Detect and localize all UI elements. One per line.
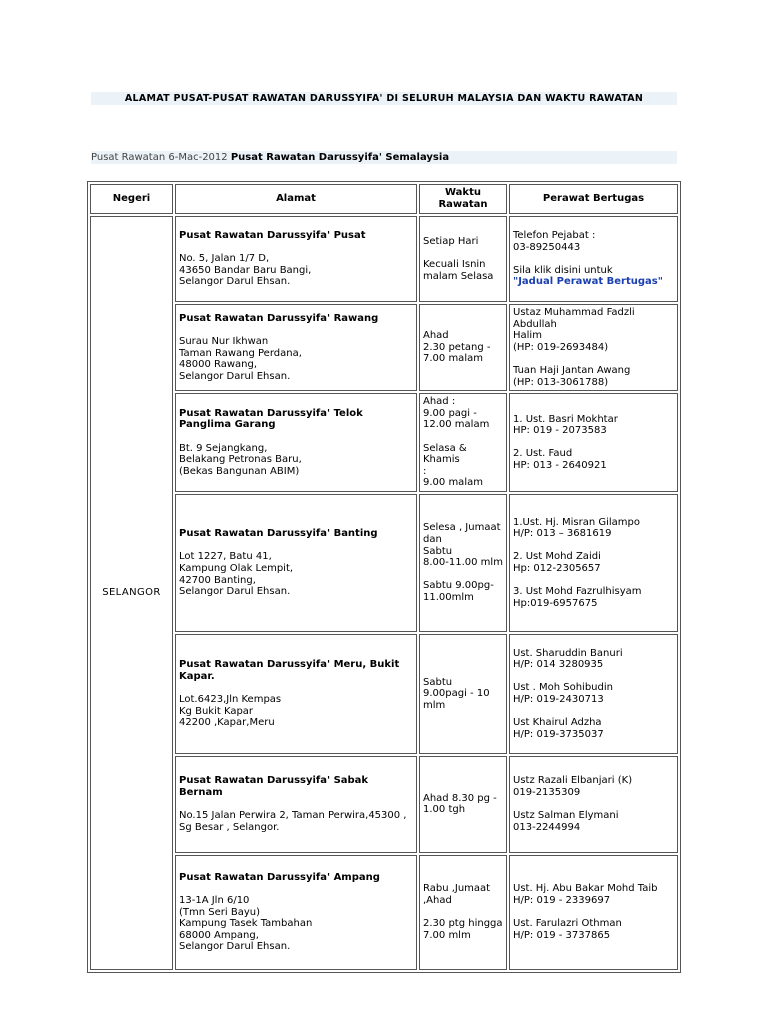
spacer [179, 324, 413, 336]
address-line: Taman Rawang Perdana, [179, 347, 302, 359]
spacer [423, 907, 503, 919]
header-waktu-line1: Waktu [445, 187, 481, 199]
table-row [90, 393, 678, 492]
perawat-line: 1. Ust. Basri Mokhtar [513, 413, 618, 425]
perawat-line: Ust. Sharuddin Banuri [513, 647, 623, 659]
spacer [513, 575, 674, 587]
address-cell [175, 304, 417, 391]
waktu-cell [419, 634, 507, 754]
spacer [513, 437, 674, 449]
center-name: Kapar. [179, 670, 215, 682]
header-waktu-line2: Rawatan [438, 199, 488, 210]
address-line: Selangor Darul Ehsan. [179, 941, 291, 953]
perawat-line: Telefon Pejabat : [513, 230, 596, 242]
waktu-line: Rabu ,Jumaat [423, 883, 491, 895]
perawat-line: (HP: 019-2693484) [513, 341, 609, 353]
perawat-cell [509, 393, 678, 492]
center-name: Pusat Rawatan Darussyifa' Banting [179, 528, 378, 540]
address-line: No. 5, Jalan 1/7 D, [179, 253, 270, 265]
perawat-line: H/P: 014 3280935 [513, 659, 604, 671]
perawat-line: Ustaz Muhammad Fadzli Abdullah [513, 307, 635, 330]
table-row [90, 634, 678, 754]
address-cell [175, 855, 417, 970]
subtitle-strong: Pusat Rawatan Darussyifa' Semalaysia [230, 152, 450, 163]
header-perawat: Perawat Bertugas [509, 184, 678, 214]
waktu-cell [419, 216, 507, 302]
perawat-line: 019-2135309 [513, 787, 581, 799]
center-name: Pusat Rawatan Darussyifa' Telok [179, 407, 363, 419]
jadual-perawat-link[interactable]: "Jadual Perawat Bertugas" [513, 276, 663, 288]
spacer [179, 242, 413, 254]
spacer [513, 907, 674, 919]
waktu-line: 9.00pagi - 10 [423, 688, 490, 700]
address-line: Sg Besar , Selangor. [179, 821, 280, 833]
address-line: Selangor Darul Ehsan. [179, 370, 291, 382]
waktu-line: Sabtu [423, 545, 453, 557]
header-alamat: Alamat [175, 184, 417, 214]
perawat-cell [509, 634, 678, 754]
address-line: Selangor Darul Ehsan. [179, 276, 291, 288]
waktu-line: Selasa & Khamis [423, 442, 467, 466]
waktu-cell [419, 494, 507, 632]
perawat-line: Sila klik disini untuk [513, 264, 613, 276]
address-line: Kampung Olak Lempit, [179, 562, 294, 574]
address-line: 42700 Banting, [179, 574, 256, 586]
link-line [513, 276, 674, 288]
waktu-line: Ahad 8.30 pg - [423, 792, 497, 804]
header-negeri: Negeri [90, 184, 173, 214]
waktu-line: dan [423, 533, 442, 545]
table-row [90, 494, 678, 632]
address-line: Lot 1227, Batu 41, [179, 551, 272, 563]
waktu-line: ,Ahad [423, 895, 452, 907]
waktu-line: 12.00 malam [423, 419, 490, 431]
spacer [513, 799, 674, 811]
waktu-line: Kecuali Isnin [423, 259, 486, 270]
perawat-line: Halim [513, 330, 542, 342]
waktu-line: 9.00 pagi - [423, 407, 477, 419]
perawat-cell [509, 756, 678, 853]
waktu-line: 2.30 ptg hingga [423, 918, 503, 930]
waktu-cell [419, 304, 507, 391]
waktu-line: Ahad : [423, 396, 456, 408]
address-cell [175, 756, 417, 853]
waktu-line: Setiap Hari [423, 235, 479, 247]
subtitle-bar [91, 151, 677, 164]
perawat-line: HP: 013 - 2640921 [513, 459, 607, 471]
spacer [179, 682, 413, 694]
spacer [423, 247, 503, 259]
perawat-line: Tuan Haji Jantan Awang [513, 364, 631, 376]
perawat-line: Ust Khairul Adzha [513, 717, 602, 729]
perawat-cell [509, 304, 678, 391]
perawat-cell [509, 855, 678, 970]
spacer [513, 706, 674, 718]
address-line: 43650 Bandar Baru Bangi, [179, 264, 312, 276]
waktu-line: 9.00 malam [423, 477, 483, 489]
waktu-line: Sabtu [423, 676, 453, 688]
spacer [513, 540, 674, 552]
perawat-line: 2. Ust. Faud [513, 448, 573, 460]
perawat-line: Ustz Razali Elbanjari (K) [513, 775, 633, 787]
center-name: Pusat Rawatan Darussyifa' Ampang [179, 871, 380, 883]
address-cell [175, 494, 417, 632]
address-line: Selangor Darul Ehsan. [179, 586, 291, 598]
table-row [90, 304, 678, 391]
address-line: 13-1A Jln 6/10 [179, 895, 250, 907]
waktu-line: 2.30 petang - [423, 341, 491, 353]
table-row [90, 855, 678, 970]
spacer [513, 353, 674, 365]
spacer [513, 671, 674, 683]
state-cell: SELANGOR [90, 216, 173, 970]
address-line: Surau Nur Ikhwan [179, 335, 269, 347]
waktu-line: Sabtu 9.00pg- [423, 580, 494, 592]
waktu-line: 1.00 tgh [423, 804, 466, 816]
address-line: 68000 Ampang, [179, 929, 259, 941]
address-cell [175, 216, 417, 302]
perawat-line: 3. Ust Mohd Fazrulhisyam [513, 586, 642, 598]
spacer [179, 799, 413, 811]
perawat-line: 2. Ust Mohd Zaidi [513, 551, 601, 563]
address-line: (Tmn Seri Bayu) [179, 906, 260, 918]
spacer [423, 431, 503, 443]
waktu-line: 7.00 malam [423, 353, 483, 365]
perawat-line: Hp: 012-2305657 [513, 562, 601, 574]
waktu-line: mlm [423, 699, 446, 711]
waktu-line: 8.00-11.00 mlm [423, 557, 503, 569]
perawat-cell [509, 494, 678, 632]
waktu-line: : [423, 465, 427, 477]
waktu-line: malam Selasa [423, 270, 494, 282]
page-title: ALAMAT PUSAT-PUSAT RAWATAN DARUSSYIFA' DI SELURUH MALAYSIA DAN WAKTU RAWATAN [91, 92, 677, 105]
header-waktu-rawatan [419, 184, 507, 214]
spacer [513, 253, 674, 265]
perawat-line: H/P: 019-2430713 [513, 693, 604, 705]
waktu-cell [419, 855, 507, 970]
perawat-line: (HP: 013-3061788) [513, 376, 609, 388]
address-line: Belakang Petronas Baru, [179, 454, 302, 466]
waktu-line: 11.00mlm [423, 591, 474, 603]
waktu-cell [419, 756, 507, 853]
spacer [179, 883, 413, 895]
center-name: Pusat Rawatan Darussyifa' Sabak Bernam [179, 775, 369, 799]
perawat-line: H/P: 013 – 3681619 [513, 528, 612, 540]
address-line: Kg Bukit Kapar [179, 705, 254, 717]
perawat-line: Ust. Hj. Abu Bakar Mohd Taib [513, 883, 658, 895]
perawat-line: H/P: 019 - 3737865 [513, 929, 611, 941]
perawat-cell [509, 216, 678, 302]
center-name: Pusat Rawatan Darussyifa' Rawang [179, 312, 379, 324]
address-cell [175, 393, 417, 492]
address-line: Kampung Tasek Tambahan [179, 918, 313, 930]
perawat-line: H/P: 019-3735037 [513, 728, 604, 740]
address-line: (Bekas Bangunan ABIM) [179, 465, 300, 477]
perawat-line: H/P: 019 - 2339697 [513, 895, 611, 907]
waktu-line: Selesa , Jumaat [423, 522, 501, 534]
subtitle-prefix: Pusat Rawatan 6-Mac-2012 [91, 152, 231, 163]
waktu-line: Ahad [423, 330, 449, 342]
spacer [179, 540, 413, 552]
perawat-line: Hp:019-6957675 [513, 597, 598, 609]
spacer [179, 431, 413, 443]
table-row [90, 756, 678, 853]
perawat-line: Ust . Moh Sohibudin [513, 682, 613, 694]
table-row [90, 216, 678, 302]
center-name: Pusat Rawatan Darussyifa' Pusat [179, 230, 366, 242]
address-cell [175, 634, 417, 754]
perawat-line: 03-89250443 [513, 241, 581, 253]
address-line: Bt. 9 Sejangkang, [179, 442, 268, 454]
waktu-line: 7.00 mlm [423, 929, 471, 941]
address-line: 42200 ,Kapar,Meru [179, 717, 275, 729]
center-name: Pusat Rawatan Darussyifa' Meru, Bukit [179, 659, 400, 671]
center-name: Panglima Garang [179, 419, 276, 431]
perawat-line: Ust. Farulazri Othman [513, 918, 622, 930]
table-header-row [90, 184, 678, 214]
perawat-line: 013-2244994 [513, 821, 581, 833]
address-line: 48000 Rawang, [179, 359, 258, 371]
waktu-cell [419, 393, 507, 492]
perawat-line: 1.Ust. Hj. Misran Gilampo [513, 516, 641, 528]
perawat-line: HP: 019 - 2073583 [513, 425, 607, 437]
address-line: No.15 Jalan Perwira 2, Taman Perwira,45300 , [179, 810, 407, 822]
treatment-centers-table [87, 181, 681, 973]
address-line: Lot.6423,Jln Kempas [179, 693, 282, 705]
perawat-line: Ustz Salman Elymani [513, 810, 619, 822]
spacer [423, 569, 503, 581]
